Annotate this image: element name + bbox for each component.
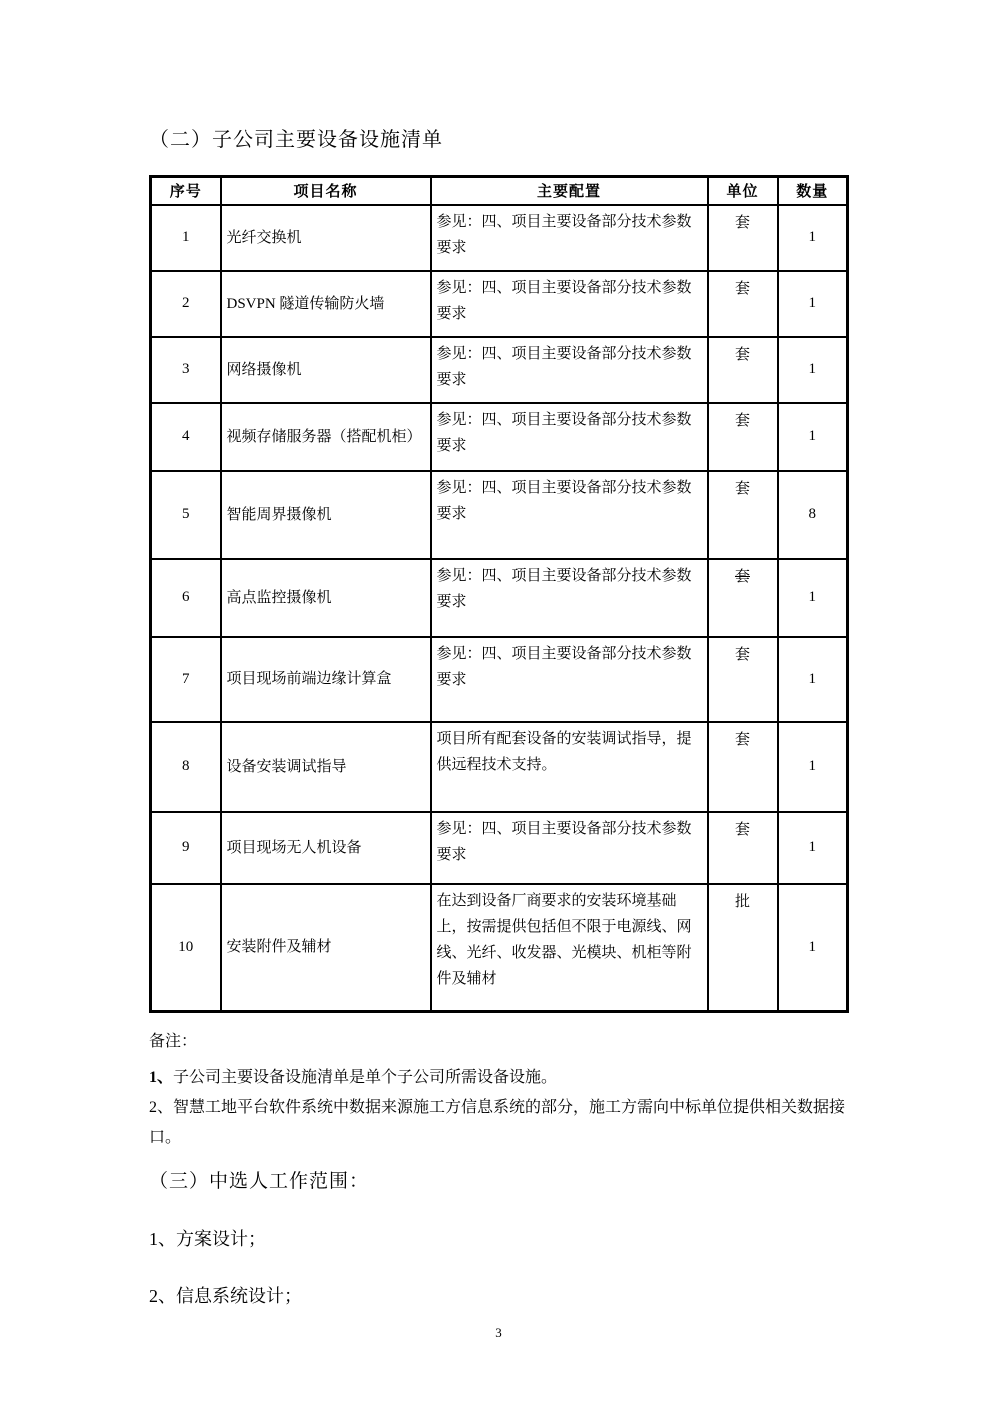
row-number-cell	[151, 884, 221, 1012]
table-row	[151, 205, 848, 271]
row-number-cell-text: 1	[182, 229, 190, 245]
notes-label: 备注：	[149, 1033, 198, 1050]
quantity-cell-text: 1	[808, 938, 816, 955]
config-cell	[431, 559, 708, 637]
row-number-cell-text: 5	[182, 506, 190, 522]
quantity-cell	[778, 205, 848, 271]
item-name-cell	[221, 812, 431, 884]
item-name-cell	[221, 722, 431, 812]
table-row	[151, 337, 848, 403]
note-text: 智慧工地平台软件系统中数据来源施工方信息系统的部分，施工方需向中标单位提供相关数据接口。	[149, 1099, 846, 1146]
item-name-cell	[221, 884, 431, 1012]
row-number-cell	[151, 205, 221, 271]
item-name-cell	[221, 559, 431, 637]
note-item	[149, 1063, 848, 1093]
item-name-cell-text: 网络摄像机	[226, 361, 302, 378]
quantity-cell	[778, 722, 848, 812]
row-number-cell-text: 10	[178, 938, 194, 955]
unit-cell-text: 套	[734, 731, 750, 748]
unit-cell-text: 套	[734, 280, 750, 297]
unit-cell	[708, 337, 778, 403]
quantity-cell	[778, 403, 848, 471]
config-cell-text: 项目所有配套设备的安装调试指导，提供远程技术支持。	[436, 730, 692, 773]
item-name-cell-text: 高点监控摄像机	[226, 589, 332, 606]
table-row	[151, 271, 848, 337]
config-cell	[431, 337, 708, 403]
config-cell-text: 参见：四、项目主要设备部分技术参数要求	[436, 345, 692, 388]
row-number-cell-text: 6	[182, 589, 190, 605]
table-row	[151, 722, 848, 812]
column-header: 主要配置	[431, 177, 708, 205]
table-row	[151, 471, 848, 559]
quantity-cell	[778, 812, 848, 884]
config-cell	[431, 884, 708, 1012]
unit-cell	[708, 205, 778, 271]
item-name-cell-text: 项目现场无人机设备	[226, 839, 362, 856]
unit-cell-text: 套	[734, 480, 750, 497]
quantity-cell	[778, 337, 848, 403]
item-name-cell	[221, 205, 431, 271]
row-number-cell	[151, 637, 221, 722]
notes-list	[149, 1063, 848, 1153]
note-text: 子公司主要设备设施清单是单个子公司所需设备设施。	[173, 1069, 558, 1086]
item-name-cell-text: 安装附件及辅材	[226, 939, 332, 956]
quantity-cell	[778, 271, 848, 337]
unit-cell-text: 套	[734, 412, 750, 429]
item-name-cell-text: 智能周界摄像机	[226, 506, 332, 523]
unit-cell	[708, 559, 778, 637]
row-number-cell-text: 4	[182, 428, 190, 444]
table-header-row	[151, 177, 848, 205]
row-number-cell-text: 2	[182, 295, 190, 311]
page-title: （二）子公司主要设备设施清单	[149, 129, 443, 151]
table-row	[151, 637, 848, 722]
section-item: 2、信息系统设计；	[149, 1286, 302, 1306]
unit-cell-text: 套	[734, 214, 750, 231]
equipment-table	[149, 175, 849, 1013]
quantity-cell-text: 1	[808, 361, 816, 377]
unit-cell-text: 套	[734, 821, 750, 838]
section-items	[149, 1224, 848, 1311]
item-name-cell-text: DSVPN 隧道传输防火墙	[226, 295, 385, 312]
unit-cell-text: 批	[734, 893, 750, 910]
item-name-cell	[221, 337, 431, 403]
unit-cell	[708, 884, 778, 1012]
section-heading: （三）中选人工作范围：	[149, 1171, 370, 1192]
column-header: 单位	[708, 177, 778, 205]
note-item	[149, 1093, 848, 1153]
unit-cell-text: 套	[734, 646, 750, 663]
row-number-cell	[151, 722, 221, 812]
quantity-cell	[778, 559, 848, 637]
table-row	[151, 403, 848, 471]
quantity-cell	[778, 884, 848, 1012]
row-number-cell	[151, 403, 221, 471]
unit-cell	[708, 471, 778, 559]
config-cell	[431, 205, 708, 271]
row-number-cell	[151, 271, 221, 337]
unit-cell-text: 套	[734, 346, 750, 363]
unit-cell	[708, 637, 778, 722]
row-number-cell-text: 7	[182, 670, 190, 687]
table-row	[151, 559, 848, 637]
section-item: 1、方案设计；	[149, 1229, 266, 1249]
config-cell-text: 参见：四、项目主要设备部分技术参数要求	[436, 820, 692, 863]
quantity-cell-text: 1	[808, 758, 816, 774]
page-number: 3	[495, 1325, 502, 1340]
quantity-cell-text: 1	[808, 839, 816, 855]
row-number-cell	[151, 812, 221, 884]
column-header: 序号	[151, 177, 221, 205]
unit-cell	[708, 812, 778, 884]
column-header: 项目名称	[221, 177, 431, 205]
config-cell	[431, 271, 708, 337]
row-number-cell-text: 3	[182, 361, 190, 377]
note-number: 2、	[149, 1099, 174, 1116]
item-name-cell-text: 视频存储服务器（搭配机柜）	[226, 428, 422, 445]
row-number-cell	[151, 337, 221, 403]
config-cell-text: 参见：四、项目主要设备部分技术参数要求	[436, 279, 692, 322]
item-name-cell-text: 设备安装调试指导	[226, 758, 347, 775]
config-cell-text: 参见：四、项目主要设备部分技术参数要求	[436, 645, 692, 688]
row-number-cell-text: 8	[182, 758, 190, 774]
quantity-cell-text: 8	[808, 506, 816, 522]
config-cell-text: 参见：四、项目主要设备部分技术参数要求	[436, 213, 692, 256]
config-cell	[431, 812, 708, 884]
config-cell	[431, 403, 708, 471]
config-cell-text: 参见：四、项目主要设备部分技术参数要求	[436, 567, 692, 610]
config-cell-text: 在达到设备厂商要求的安装环境基础上，按需提供包括但不限于电源线、网线、光纤、收发器、光模块、机柜等附件及辅材	[436, 892, 692, 987]
config-cell-text: 参见：四、项目主要设备部分技术参数要求	[436, 479, 692, 522]
quantity-cell-text: 1	[808, 229, 816, 245]
quantity-cell-text: 1	[808, 295, 816, 311]
config-cell	[431, 722, 708, 812]
item-name-cell	[221, 271, 431, 337]
quantity-cell	[778, 471, 848, 559]
row-number-cell	[151, 559, 221, 637]
config-cell	[431, 471, 708, 559]
column-header: 数量	[778, 177, 848, 205]
quantity-cell-text: 1	[808, 428, 816, 444]
unit-cell	[708, 722, 778, 812]
config-cell-text: 参见：四、项目主要设备部分技术参数要求	[436, 411, 692, 454]
item-name-cell	[221, 403, 431, 471]
note-number: 1、	[149, 1069, 174, 1086]
item-name-cell	[221, 471, 431, 559]
item-name-cell	[221, 637, 431, 722]
table-row	[151, 812, 848, 884]
unit-cell-text: 套	[734, 568, 750, 585]
document-page	[149, 0, 848, 1341]
table-row	[151, 884, 848, 1012]
unit-cell	[708, 403, 778, 471]
quantity-cell-text: 1	[808, 589, 816, 605]
row-number-cell	[151, 471, 221, 559]
unit-cell	[708, 271, 778, 337]
config-cell	[431, 637, 708, 722]
item-name-cell-text: 项目现场前端边缘计算盒	[226, 671, 392, 687]
row-number-cell-text: 9	[182, 839, 190, 855]
quantity-cell-text: 1	[808, 670, 816, 687]
item-name-cell-text: 光纤交换机	[226, 229, 302, 246]
quantity-cell	[778, 637, 848, 722]
